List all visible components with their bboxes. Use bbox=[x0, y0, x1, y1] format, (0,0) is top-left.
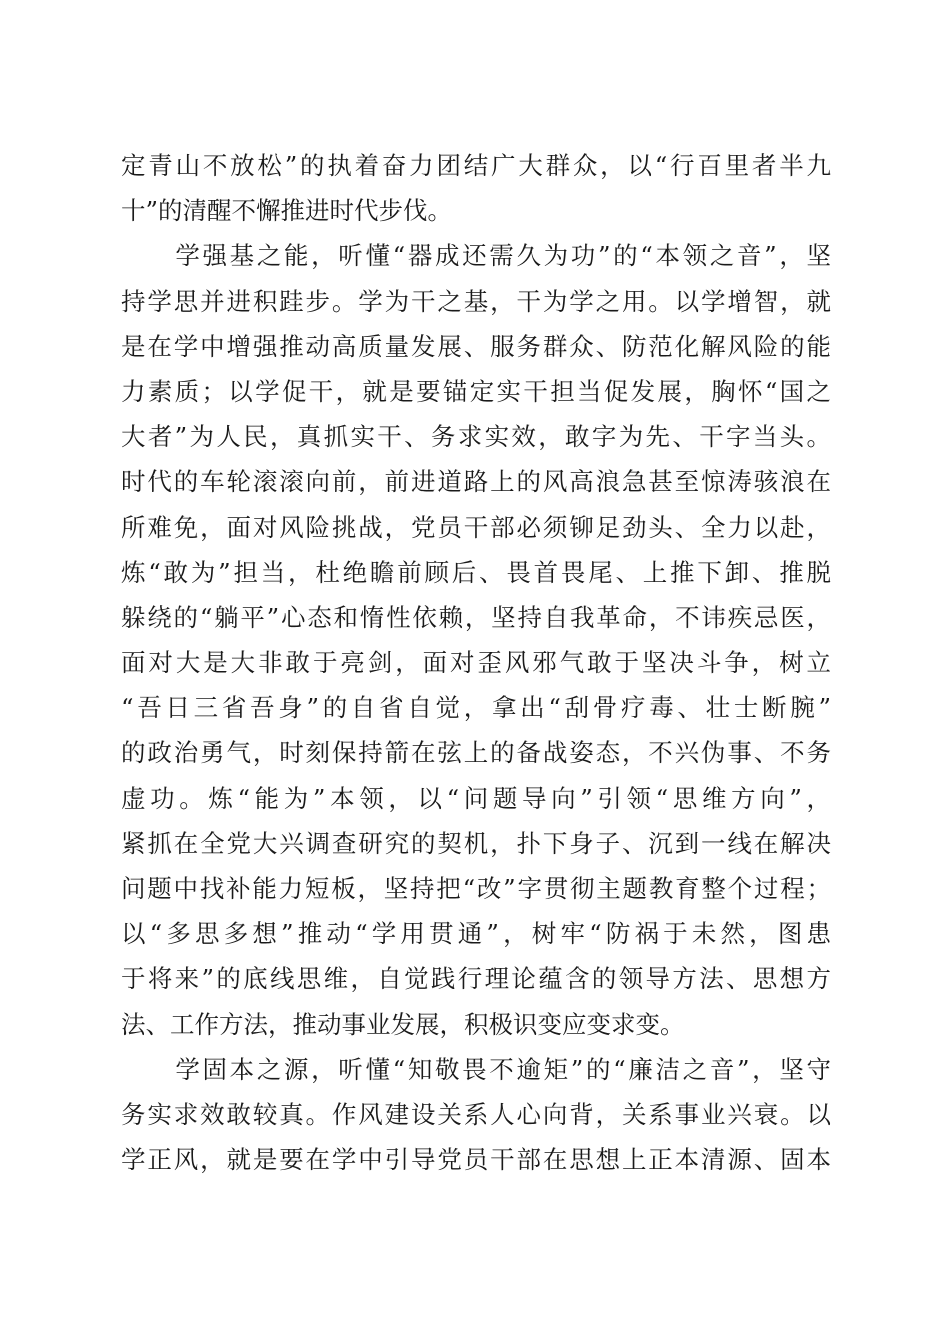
text-line: 的政治勇气，时刻保持箭在弦上的备战姿态，不兴伪事、不务 bbox=[121, 738, 831, 768]
text-line: 躲绕的“躺平”心态和惰性依赖，坚持自我革命，不讳疾忌医， bbox=[121, 602, 831, 632]
text-line: 问题中找补能力短板，坚持把“改”字贯彻主题教育整个过程； bbox=[121, 874, 831, 903]
text-line: 十”的清醒不懈推进时代步伐。 bbox=[121, 196, 453, 226]
text-line: 法、工作方法，推动事业发展，积极识变应变求变。 bbox=[121, 1009, 685, 1039]
text-line: 务实求效敢较真。作风建设关系人心向背，关系事业兴衰。以 bbox=[121, 1099, 831, 1129]
text-line: 持学思并进积跬步。学为干之基，干为学之用。以学增智，就 bbox=[121, 286, 831, 316]
text-line: 定青山不放松”的执着奋力团结广大群众，以“行百里者半九 bbox=[121, 151, 831, 180]
text-line: 所难免，面对风险挑战，党员干部必须铆足劲头、全力以赴， bbox=[121, 512, 831, 542]
body-text bbox=[121, 143, 831, 1182]
text-line: 时代的车轮滚滚向前，前进道路上的风高浪急甚至惊涛骇浪在 bbox=[121, 467, 831, 497]
text-line: 学正风，就是要在学中引导党员干部在思想上正本清源、固本 bbox=[121, 1145, 831, 1175]
text-line: 炼“敢为”担当，杜绝瞻前顾后、畏首畏尾、上推下卸、推脱 bbox=[121, 557, 831, 587]
text-line: 学强基之能，听懂“器成还需久为功”的“本领之音”，坚 bbox=[121, 241, 831, 271]
text-line: 是在学中增强推动高质量发展、服务群众、防范化解风险的能 bbox=[121, 331, 831, 361]
text-line: 紧抓在全党大兴调查研究的契机，扑下身子、沉到一线在解决 bbox=[121, 828, 831, 858]
text-line: “吾日三省吾身”的自省自觉，拿出“刮骨疗毒、壮士断腕” bbox=[121, 693, 831, 723]
text-line: 虚功。炼“能为”本领，以“问题导向”引领“思维方向”， bbox=[121, 783, 831, 813]
text-line: 于将来”的底线思维，自觉践行理论蕴含的领导方法、思想方 bbox=[121, 964, 831, 994]
text-line: 力素质；以学促干，就是要锚定实干担当促发展，胸怀“国之 bbox=[121, 376, 831, 406]
text-line: 学固本之源，听懂“知敬畏不逾矩”的“廉洁之音”，坚守 bbox=[121, 1054, 831, 1084]
text-line: 面对大是大非敢于亮剑，面对歪风邪气敢于坚决斗争，树立 bbox=[121, 648, 831, 678]
text-line: 以“多思多想”推动“学用贯通”，树牢“防祸于未然，图患 bbox=[121, 919, 831, 949]
text-line: 大者”为人民，真抓实干、务求实效，敢字为先、干字当头。 bbox=[121, 422, 831, 452]
